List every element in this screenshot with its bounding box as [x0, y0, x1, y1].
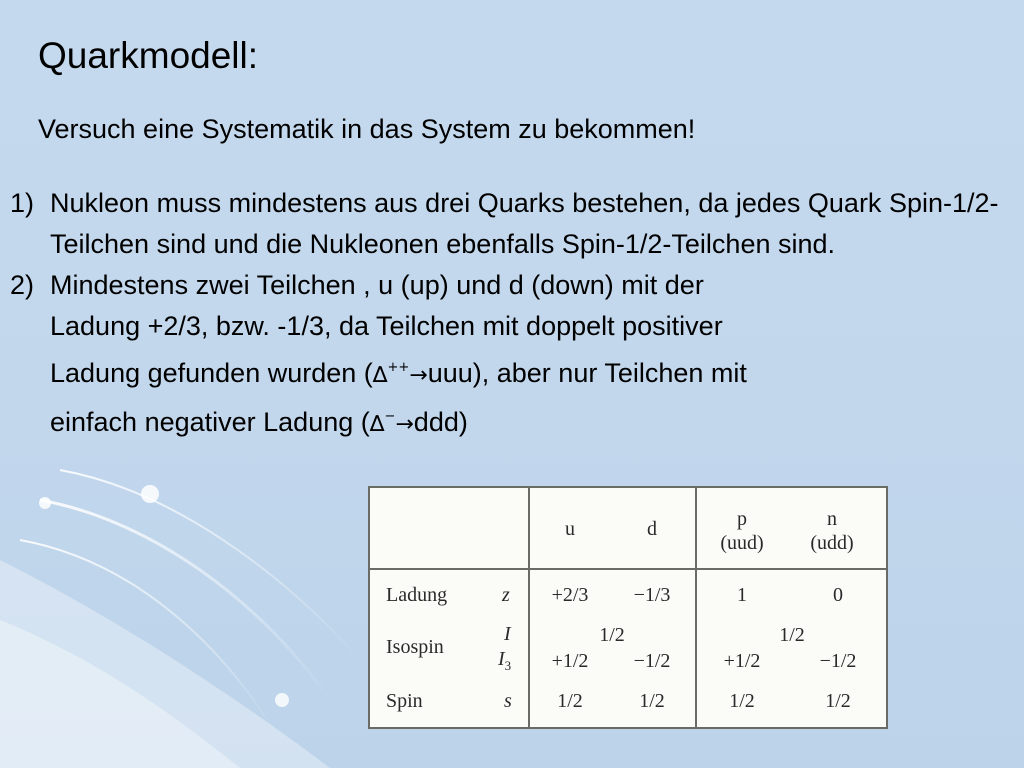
- symbol-z: z: [502, 584, 510, 606]
- delta-symbol: ∆: [372, 363, 388, 388]
- header-n: n: [827, 508, 837, 530]
- cell-charge-u: +2/3: [551, 584, 589, 606]
- text-line-part: Ladung gefunden wurden (: [50, 358, 373, 388]
- slide-subtitle: Versuch eine Systematik in das System zu bekommen!: [38, 114, 696, 144]
- list-item: [10, 265, 1010, 445]
- row-label-spin: Spin: [386, 690, 423, 712]
- text-line-part: einfach negativer Ladung (: [50, 407, 370, 437]
- cell-spin-n: 1/2: [825, 690, 851, 712]
- text-line-part: ddd): [413, 407, 468, 437]
- cell-isospin-p: +1/2: [723, 650, 761, 672]
- text-line: Ladung +2/3, bzw. -1/3, da Teilchen mit doppelt positiver: [50, 311, 723, 341]
- header-p: p: [737, 508, 747, 530]
- cell-isospin-n: −1/2: [819, 650, 857, 672]
- symbol-I: I: [504, 623, 511, 645]
- header-d: d: [647, 518, 657, 540]
- text-line: Mindestens zwei Teilchen , u (up) und d (down) mit der: [50, 270, 704, 300]
- symbol-I3: $I_3$: [498, 648, 512, 673]
- cell-nucleon-isospin: 1/2: [779, 624, 805, 646]
- arrow-icon: →: [409, 363, 428, 388]
- superscript: ++: [387, 360, 410, 375]
- row-label-charge: Ladung: [386, 584, 448, 606]
- arrow-icon: →: [395, 412, 414, 437]
- table-divider: [695, 488, 697, 727]
- header-n-content: (udd): [810, 532, 854, 554]
- symbol-s: s: [504, 690, 512, 712]
- row-label-isospin: Isospin: [386, 636, 444, 658]
- superscript: −: [384, 409, 396, 424]
- cell-quark-isospin: 1/2: [599, 624, 625, 646]
- delta-symbol: ∆: [369, 412, 385, 437]
- numbered-list: [10, 183, 1010, 445]
- list-number: 1): [10, 188, 35, 218]
- cell-spin-d: 1/2: [639, 690, 665, 712]
- table-divider: [528, 488, 530, 727]
- quark-table: [368, 486, 888, 729]
- list-text: [50, 265, 1010, 445]
- text-line-part: uuu), aber nur Teilchen mit: [427, 358, 747, 388]
- cell-charge-p: 1: [737, 584, 747, 606]
- cell-charge-n: 0: [833, 584, 843, 606]
- cell-charge-d: −1/3: [633, 584, 671, 606]
- list-item: [10, 183, 1010, 265]
- list-number: 2): [10, 270, 35, 300]
- header-u: u: [565, 518, 575, 540]
- cell-isospin-u: +1/2: [551, 650, 589, 672]
- slide-title: Quarkmodell:: [38, 35, 259, 76]
- header-p-content: (uud): [720, 532, 764, 554]
- table-divider: [370, 568, 886, 570]
- list-text: Nukleon muss mindestens aus drei Quarks bestehen, da jedes Quark Spin-1/2-Teilchen sind und die Nukleonen ebenfalls Spin-1/2-Teilchen sind.: [50, 188, 999, 259]
- cell-spin-p: 1/2: [729, 690, 755, 712]
- cell-isospin-d: −1/2: [633, 650, 671, 672]
- cell-spin-u: 1/2: [557, 690, 583, 712]
